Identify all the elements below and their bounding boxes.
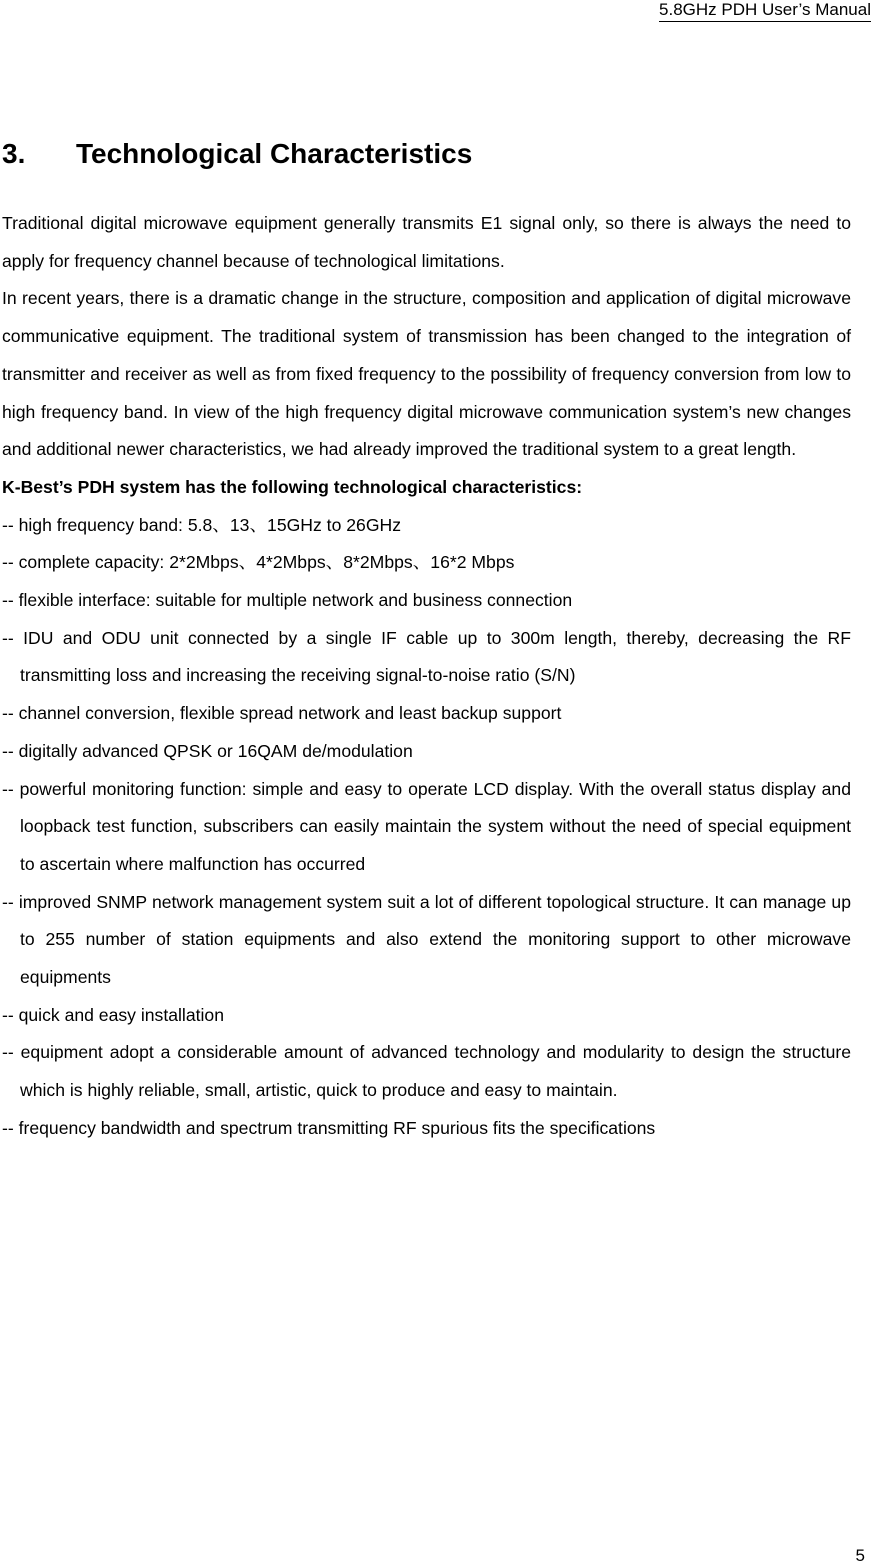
feature-interface: -- flexible interface: suitable for multiple network and business connection — [2, 590, 573, 611]
feature-list — [2, 507, 851, 1148]
feature-if-cable: -- IDU and ODU unit connected by a single IF cable up to 300m length, thereby, decreasing the RF transmitting loss and increasing the receiving signal-to-noise ratio (S/N) — [2, 627, 851, 686]
intro-paragraph: Traditional digital microwave equipment generally transmits E1 signal only, so there is always the need to apply for frequency channel because of technological limitations. — [2, 213, 851, 271]
feature-channel-conversion: -- channel conversion, flexible spread network and least backup support — [2, 703, 562, 724]
section-heading — [2, 136, 472, 172]
section-number: 3. — [2, 138, 26, 169]
section-title: Technological Characteristics — [76, 138, 473, 169]
recent-years-paragraph: In recent years, there is a dramatic change in the structure, composition and application of digital microwave communicative equipment. The traditional system of transmission has been changed to the integration of transmitter and receiver as well as from fixed frequency to the possibility of frequency conversion from low to high frequency band. In view of the high frequency digital microwave communication system’s new changes and additional newer characteristics, we had already improved the traditional system to a great length. — [2, 288, 851, 460]
feature-snmp: -- improved SNMP network management system suit a lot of different topological structure. It can manage up to 255 number of station equipments and also extend the monitoring support to other microwave equipments — [2, 891, 851, 988]
feature-frequency-band: -- high frequency band: 5.8、13、15GHz to 26GHz — [2, 514, 402, 535]
running-header: 5.8GHz PDH User’s Manual — [659, 0, 871, 22]
feature-modulation: -- digitally advanced QPSK or 16QAM de/modulation — [2, 740, 413, 761]
feature-installation: -- quick and easy installation — [2, 1004, 224, 1025]
feature-capacity: -- complete capacity: 2*2Mbps、4*2Mbps、8*2Mbps、16*2 Mbps — [2, 552, 515, 573]
feature-spurious: -- frequency bandwidth and spectrum transmitting RF spurious fits the specifications — [2, 1117, 656, 1138]
feature-monitoring: -- powerful monitoring function: simple and easy to operate LCD display. With the overall status display and loopback test function, subscribers can easily maintain the system without the need of special equipment to ascertain where malfunction has occurred — [2, 778, 851, 874]
body-content — [2, 205, 851, 1148]
feature-modularity: -- equipment adopt a considerable amount of advanced technology and modularity to design the structure which is highly reliable, small, artistic, quick to produce and easy to maintain. — [2, 1042, 851, 1101]
features-heading: K-Best’s PDH system has the following technological characteristics: — [2, 476, 583, 497]
page-number: 5 — [855, 1546, 865, 1565]
